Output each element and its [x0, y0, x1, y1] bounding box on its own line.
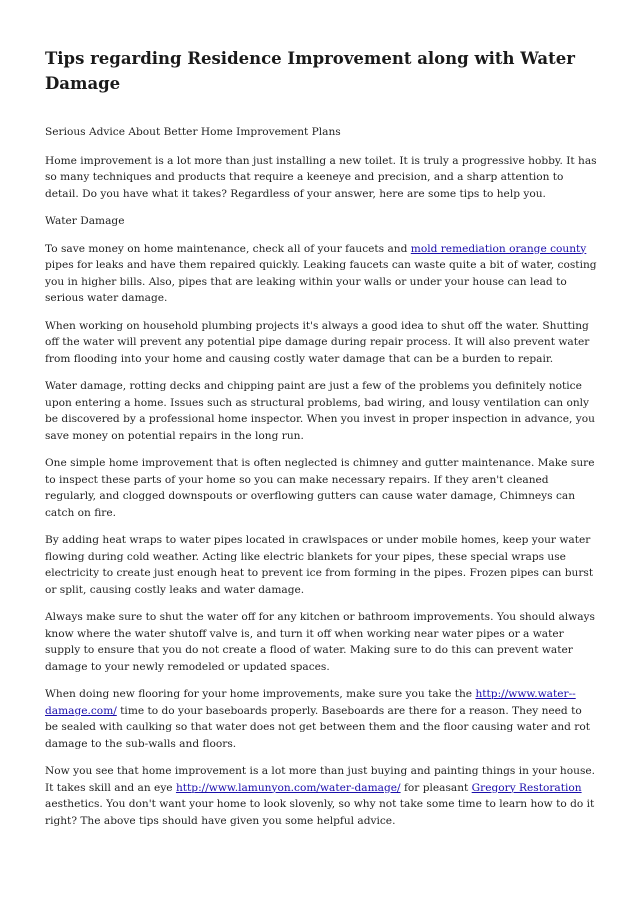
lamunyon-link[interactable]: http://www.lamunyon.com/water-damage/	[175, 781, 401, 794]
water-damage-link[interactable]: http://www.water--damage.com/	[45, 688, 576, 717]
paragraph-text: pipes for leaks and have them repaired quickly. Leaking faucets can waste quite a bit of water, costing you in higher bills. Also, pipes that are leaking within your walls or under your house can lead to serious water damage.	[45, 259, 597, 304]
document-subtitle: Serious Advice About Better Home Improvement Plans	[45, 126, 341, 138]
paragraph-text: time to do your baseboards properly. Baseboards are there for a reason. They need to be sealed with caulking so that water does not get between them and the floor causing water and rot damage to the sub-walls and floors.	[45, 704, 590, 750]
paragraph-heat-wraps: By adding heat wraps to water pipes located in crawlspaces or under mobile homes, keep your water flowing during cold weather. Acting like electric blankets for your pipes, these special wraps use electricity to create just enough heat to prevent ice from forming in the pipes. Frozen pipes can burst or split, causing costly leaks and water damage.	[45, 534, 594, 596]
paragraph-conclusion	[45, 763, 597, 829]
paragraph-text: Now you see that home improvement is a lot more than just buying and painting things in your house. It takes skill and an eye	[45, 765, 596, 794]
paragraph-text: for pleasant	[400, 781, 472, 794]
document-page	[45, 46, 597, 840]
paragraph-flooring	[45, 686, 597, 752]
paragraph-text: When doing new flooring for your home improvements, make sure you take the	[45, 688, 476, 700]
paragraph-text: To save money on home maintenance, check all of your faucets and	[45, 242, 411, 255]
gregory-restoration-link[interactable]: Gregory Restoration	[471, 781, 582, 794]
paragraph-shutoff: Always make sure to shut the water off for any kitchen or bathroom improvements. You should always know where the water shutoff valve is, and turn it off when working near water pipes or a water supply to ensure that you do not create a flood of water. Making sure to do this can prevent water damage to your newly remodeled or updated spaces.	[45, 611, 595, 673]
paragraph-plumbing: When working on household plumbing projects it's always a good idea to shut off the water. Shutting off the water will prevent any potential pipe damage during repair process. It will also prevent water from flooding into your home and causing costly water damage that can be a burden to repair.	[45, 319, 590, 365]
paragraph-faucets	[45, 241, 597, 307]
paragraph-chimney: One simple home improvement that is often neglected is chimney and gutter maintenance. Make sure to inspect these parts of your home so you can make necessary repairs. If they aren't cleaned regularly, and clogged downspouts or overflowing gutters can cause water damage, Chimneys can catch on fire.	[45, 457, 595, 519]
paragraph-intro: Home improvement is a lot more than just installing a new toilet. It is truly a progressive hobby. It has so many techniques and products that require a keeneye and precision, and a sharp attention to detail. Do you have what it takes? Regardless of your answer, here are some tips to help you.	[45, 154, 597, 200]
section-heading: Water Damage	[45, 215, 125, 227]
paragraph-inspection: Water damage, rotting decks and chipping paint are just a few of the problems you definitely notice upon entering a home. Issues such as structural problems, bad wiring, and lousy ventilation can only be discovered by a professional home inspector. When you invest in proper inspection in advance, you save money on potential repairs in the long run.	[45, 380, 595, 442]
paragraph-text: aesthetics. You don't want your home to look slovenly, so why not take some time to learn how to do it right? The above tips should have given you some helpful advice.	[45, 798, 595, 827]
document-title: Tips regarding Residence Improvement along with Water Damage	[45, 49, 575, 93]
mold-remediation-link[interactable]: mold remediation orange county	[410, 242, 587, 255]
